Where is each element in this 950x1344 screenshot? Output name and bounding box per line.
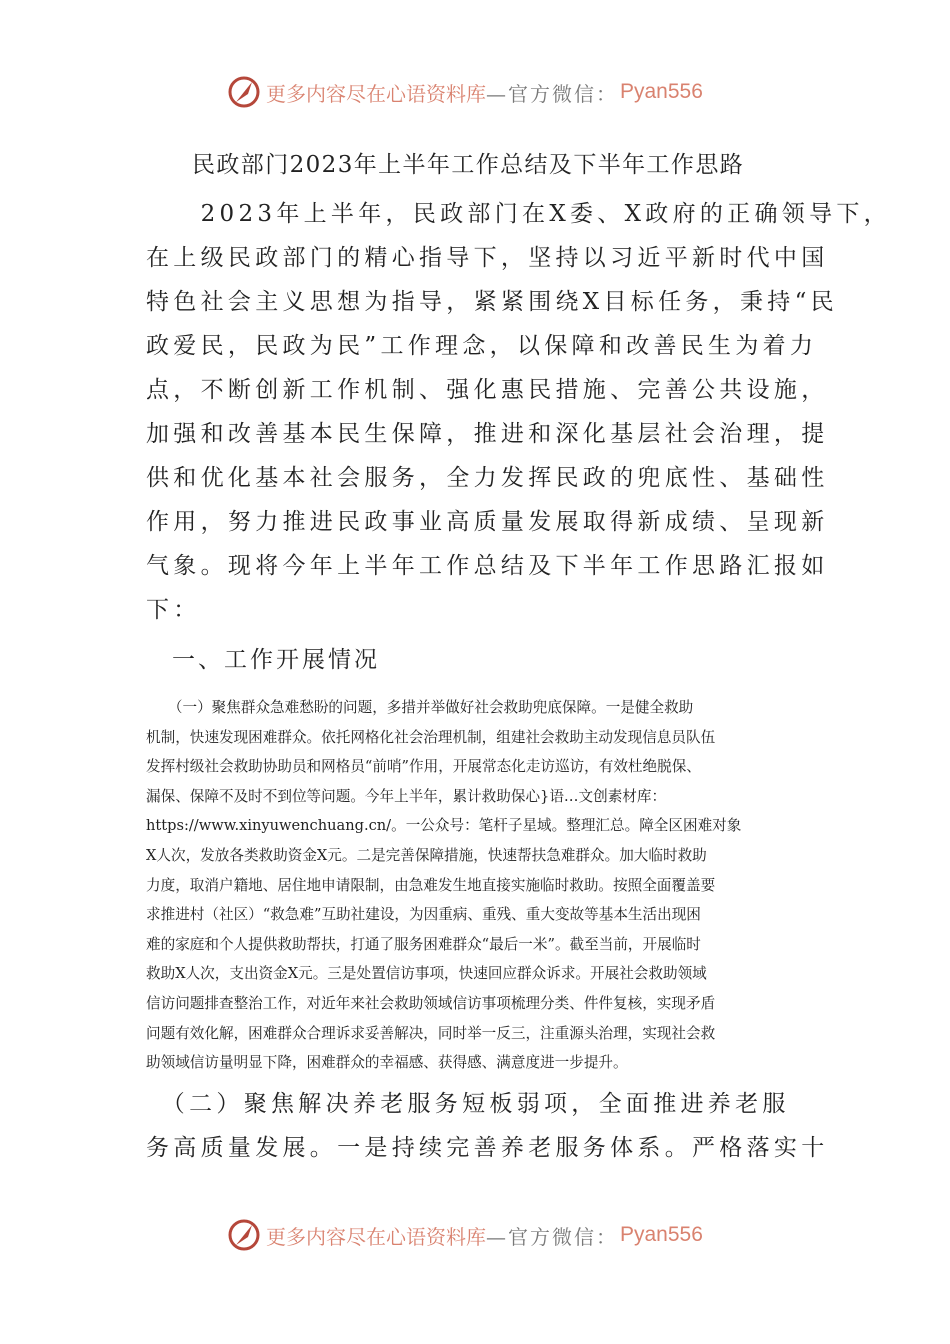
text-line: 求推进村（社区）“救急难”互助社建设，为因重病、重残、重大变故等基本生活出现困 xyxy=(146,906,701,924)
watermark-wechat-id: Pyan556 xyxy=(620,80,703,103)
text-line: 力度，取消户籍地、居住地申请限制，由急难发生地直接实施临时救助。按照全面覆盖要 xyxy=(146,876,716,894)
paragraph-1 xyxy=(146,693,741,1078)
watermark-header xyxy=(226,72,703,112)
section-heading-1: 一、工作开展情况 xyxy=(146,647,380,673)
text-line: 发挥村级社会救助协助员和网格员“前哨”作用，开展常态化走访巡访，有效杜绝脱保、 xyxy=(146,758,701,776)
text-line: 下： xyxy=(146,597,201,623)
text-line: （一）聚焦群众急难愁盼的问题，多措并举做好社会救助兜底保障。一是健全救助 xyxy=(146,699,694,716)
text-line: 2023年上半年，民政部门在X委、X政府的正确领导下， xyxy=(146,201,891,227)
watermark-wechat-label: —官方微信： xyxy=(486,81,618,106)
text-line: 救助X人次，支出资金X元。三是处置信访事项，快速回应群众诉求。开展社会救助领域 xyxy=(146,965,707,983)
text-line: 问题有效化解，困难群众合理诉求妥善解决，同时举一反三，注重源头治理，实现社会救 xyxy=(146,1024,716,1042)
text-line: 机制，快速发现困难群众。依托网格化社会治理机制，组建社会救助主动发现信息员队伍 xyxy=(146,728,716,746)
text-line: 漏保、保障不及时不到位等问题。今年上半年，累计救助保心}语…文创素材库： xyxy=(146,787,667,805)
text-line: 加强和改善基本民生保障，推进和深化基层社会治理，提 xyxy=(146,421,829,447)
paragraph-2 xyxy=(146,1082,829,1170)
watermark-text: 更多内容尽在心语资料库 xyxy=(266,81,486,106)
quill-logo-icon xyxy=(226,74,262,110)
text-line: 特色社会主义思想为指导，紧紧围绕X目标任务，秉持“民 xyxy=(146,289,838,315)
text-line: 助领域信访量明显下降，困难群众的幸福感、获得感、满意度进一步提升。 xyxy=(146,1054,628,1072)
text-line: 气象。现将今年上半年工作总结及下半年工作思路汇报如 xyxy=(146,553,829,579)
text-line: 政爱民，民政为民”工作理念，以保障和改善民生为着力 xyxy=(146,333,818,359)
quill-logo-icon xyxy=(226,1217,262,1253)
text-line: 供和优化基本社会服务，全力发挥民政的兜底性、基础性 xyxy=(146,465,829,491)
text-line: （二）聚焦解决养老服务短板弱项，全面推进养老服 xyxy=(146,1091,790,1117)
document-title: 民政部门2023年上半年工作总结及下半年工作思路 xyxy=(192,152,745,178)
watermark-wechat-label: —官方微信： xyxy=(486,1224,618,1249)
text-line: https://www.xinyuwenchuang.cn/。一公众号：笔杆子星域。整理汇总。障全区困难对象 xyxy=(146,817,742,835)
text-line: 信访问题排查整治工作，对近年来社会救助领域信访事项梳理分类、件件复核，实现矛盾 xyxy=(146,994,716,1012)
text-line: 点，不断创新工作机制、强化惠民措施、完善公共设施， xyxy=(146,377,829,403)
text-line: 作用，努力推进民政事业高质量发展取得新成绩、呈现新 xyxy=(146,509,829,535)
text-line: X人次，发放各类救助资金X元。二是完善保障措施，快速帮扶急难群众。加大临时救助 xyxy=(146,846,707,864)
watermark-footer xyxy=(226,1215,703,1255)
text-line: 务高质量发展。一是持续完善养老服务体系。严格落实十 xyxy=(146,1135,829,1161)
watermark-text: 更多内容尽在心语资料库 xyxy=(266,1224,486,1249)
text-line: 难的家庭和个人提供救助帮扶，打通了服务困难群众“最后一米”。截至当前，开展临时 xyxy=(146,935,701,953)
intro-paragraph xyxy=(146,192,891,632)
text-line: 在上级民政部门的精心指导下，坚持以习近平新时代中国 xyxy=(146,245,829,271)
watermark-wechat-id: Pyan556 xyxy=(620,1223,703,1246)
